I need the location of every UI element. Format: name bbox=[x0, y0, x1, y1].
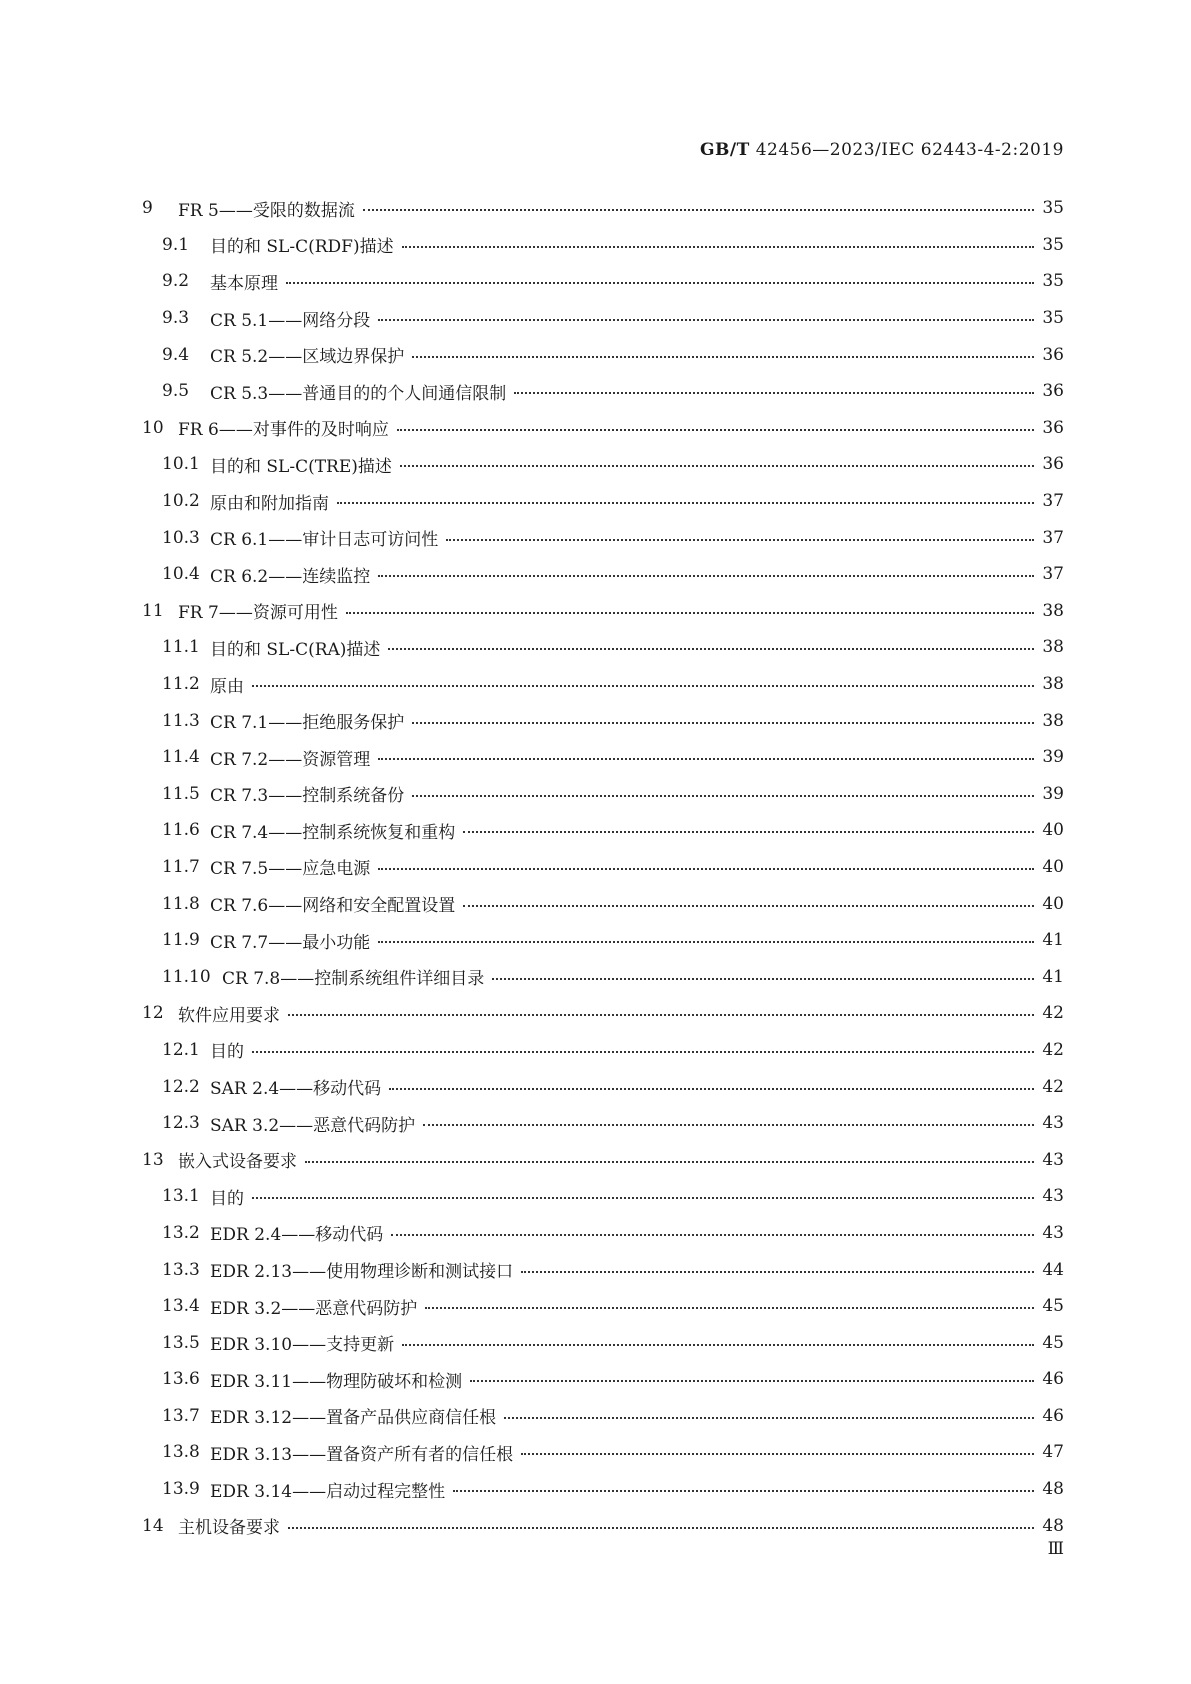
toc-entry-page: 36 bbox=[1042, 381, 1064, 402]
toc-entry-page: 38 bbox=[1042, 710, 1064, 731]
toc-entry[interactable] bbox=[142, 1215, 1064, 1252]
toc-entry-number: 11.10 bbox=[162, 966, 211, 987]
toc-entry-number: 9.3 bbox=[162, 308, 190, 329]
toc-entry[interactable] bbox=[142, 958, 1064, 995]
toc-dot-leader bbox=[286, 282, 1034, 284]
standard-code: GB/T bbox=[700, 140, 750, 160]
toc-dot-leader bbox=[378, 758, 1034, 760]
toc-entry-number: 11.5 bbox=[162, 783, 200, 804]
toc-dot-leader bbox=[423, 1124, 1034, 1126]
toc-entry[interactable] bbox=[142, 739, 1064, 776]
toc-entry[interactable] bbox=[142, 702, 1064, 739]
toc-entry-page: 44 bbox=[1042, 1259, 1064, 1280]
toc-entry-page: 43 bbox=[1042, 1113, 1064, 1134]
toc-entry-title: CR 7.2——资源管理 bbox=[210, 749, 371, 770]
toc-entry-number: 9.1 bbox=[162, 234, 190, 255]
toc-entry-number: 13.8 bbox=[162, 1442, 200, 1463]
toc-dot-leader bbox=[288, 1014, 1034, 1016]
toc-entry-title: SAR 2.4——移动代码 bbox=[210, 1079, 382, 1100]
toc-entry-number: 11.7 bbox=[162, 856, 200, 877]
toc-entry[interactable] bbox=[142, 1178, 1064, 1215]
toc-entry[interactable] bbox=[142, 483, 1064, 520]
toc-entry-number: 12 bbox=[142, 1003, 164, 1024]
toc-entry[interactable] bbox=[142, 629, 1064, 666]
toc-entry-title: CR 7.8——控制系统组件详细目录 bbox=[222, 969, 485, 990]
toc-entry-number: 13 bbox=[142, 1149, 164, 1170]
toc-entry-title: 原由 bbox=[210, 676, 244, 697]
toc-dot-leader bbox=[389, 1088, 1034, 1090]
toc-entry-title: 嵌入式设备要求 bbox=[178, 1152, 297, 1173]
toc-entry-number: 13.3 bbox=[162, 1259, 200, 1280]
toc-entry-title: 目的和 SL-C(RDF)描述 bbox=[210, 237, 394, 258]
toc-dot-leader bbox=[514, 392, 1034, 394]
toc-dot-leader bbox=[521, 1271, 1034, 1273]
toc-dot-leader bbox=[252, 685, 1034, 687]
toc-dot-leader bbox=[288, 1527, 1034, 1529]
toc-entry-number: 13.2 bbox=[162, 1222, 200, 1243]
toc-entry-title: CR 7.4——控制系统恢复和重构 bbox=[210, 822, 456, 843]
toc-dot-leader bbox=[453, 1490, 1034, 1492]
toc-entry[interactable] bbox=[142, 1434, 1064, 1471]
toc-entry-page: 37 bbox=[1042, 564, 1064, 585]
toc-entry[interactable] bbox=[142, 666, 1064, 703]
toc-entry-title: 目的和 SL-C(RA)描述 bbox=[210, 639, 381, 660]
toc-entry-page: 35 bbox=[1042, 271, 1064, 292]
toc-entry[interactable] bbox=[142, 1361, 1064, 1398]
toc-dot-leader bbox=[337, 502, 1034, 504]
toc-entry-number: 11.3 bbox=[162, 710, 200, 731]
toc-entry-number: 13.9 bbox=[162, 1479, 200, 1500]
toc-entry-page: 38 bbox=[1042, 674, 1064, 695]
toc-entry-page: 37 bbox=[1042, 491, 1064, 512]
toc-entry[interactable] bbox=[142, 1105, 1064, 1142]
toc-entry-title: CR 6.2——连续监控 bbox=[210, 566, 371, 587]
toc-entry-number: 12.3 bbox=[162, 1113, 200, 1134]
toc-entry[interactable] bbox=[142, 556, 1064, 593]
toc-entry-page: 40 bbox=[1042, 856, 1064, 877]
toc-entry-page: 35 bbox=[1042, 234, 1064, 255]
toc-dot-leader bbox=[397, 429, 1034, 431]
toc-entry-number: 13.7 bbox=[162, 1405, 200, 1426]
toc-entry-title: 软件应用要求 bbox=[178, 1005, 280, 1026]
toc-dot-leader bbox=[504, 1417, 1034, 1419]
toc-entry-number: 10.2 bbox=[162, 491, 200, 512]
toc-dot-leader bbox=[378, 319, 1034, 321]
toc-entry-page: 41 bbox=[1042, 930, 1064, 951]
toc-entry-page: 38 bbox=[1042, 600, 1064, 621]
toc-entry-number: 13.4 bbox=[162, 1296, 200, 1317]
toc-entry[interactable] bbox=[142, 922, 1064, 959]
toc-dot-leader bbox=[378, 575, 1034, 577]
toc-dot-leader bbox=[391, 1234, 1034, 1236]
toc-dot-leader bbox=[305, 1161, 1034, 1163]
toc-dot-leader bbox=[412, 722, 1034, 724]
toc-entry-title: CR 7.7——最小功能 bbox=[210, 932, 371, 953]
toc-entry-title: CR 5.1——网络分段 bbox=[210, 310, 371, 331]
toc-entry-title: EDR 3.13——置备资产所有者的信任根 bbox=[210, 1444, 514, 1465]
toc-dot-leader bbox=[470, 1380, 1034, 1382]
toc-dot-leader bbox=[400, 465, 1034, 467]
toc-dot-leader bbox=[402, 246, 1034, 248]
toc-entry[interactable] bbox=[142, 190, 1064, 227]
toc-entry-title: FR 5——受限的数据流 bbox=[178, 200, 355, 221]
toc-entry-page: 38 bbox=[1042, 637, 1064, 658]
toc-entry-title: 目的 bbox=[210, 1188, 244, 1209]
toc-entry-number: 11.1 bbox=[162, 637, 200, 658]
standard-number: 42456—2023/IEC 62443-4-2:2019 bbox=[755, 140, 1064, 160]
toc-entry-title: 原由和附加指南 bbox=[210, 493, 329, 514]
toc-dot-leader bbox=[521, 1453, 1034, 1455]
toc-entry-page: 46 bbox=[1042, 1369, 1064, 1390]
toc-entry-title: CR 6.1——审计日志可访问性 bbox=[210, 530, 439, 551]
toc-entry[interactable] bbox=[142, 1032, 1064, 1069]
toc-dot-leader bbox=[412, 795, 1034, 797]
toc-entry[interactable] bbox=[142, 1251, 1064, 1288]
toc-entry-page: 41 bbox=[1042, 966, 1064, 987]
toc-entry-page: 48 bbox=[1042, 1479, 1064, 1500]
toc-entry[interactable] bbox=[142, 227, 1064, 264]
toc-entry-title: SAR 3.2——恶意代码防护 bbox=[210, 1115, 416, 1136]
toc-dot-leader bbox=[346, 612, 1034, 614]
toc-entry-number: 10.1 bbox=[162, 454, 200, 475]
toc-entry-title: EDR 3.11——物理防破坏和检测 bbox=[210, 1371, 463, 1392]
toc-dot-leader bbox=[492, 978, 1034, 980]
toc-entry-number: 12.1 bbox=[162, 1039, 200, 1060]
toc-entry-page: 48 bbox=[1042, 1515, 1064, 1536]
toc-entry-page: 39 bbox=[1042, 747, 1064, 768]
toc-entry[interactable] bbox=[142, 336, 1064, 373]
toc-dot-leader bbox=[252, 1051, 1034, 1053]
toc-dot-leader bbox=[463, 905, 1034, 907]
toc-entry-number: 9.5 bbox=[162, 381, 190, 402]
toc-entry-title: EDR 2.4——移动代码 bbox=[210, 1225, 384, 1246]
toc-entry[interactable] bbox=[142, 776, 1064, 813]
toc-entry-number: 13.5 bbox=[162, 1332, 200, 1353]
toc-dot-leader bbox=[388, 648, 1034, 650]
toc-entry-title: CR 5.3——普通目的的个人间通信限制 bbox=[210, 383, 507, 404]
toc-dot-leader bbox=[412, 356, 1034, 358]
toc-entry-number: 10.4 bbox=[162, 564, 200, 585]
toc-entry-number: 14 bbox=[142, 1515, 164, 1536]
toc-entry-number: 11 bbox=[142, 600, 164, 621]
toc-entry-number: 11.9 bbox=[162, 930, 200, 951]
toc-entry-number: 11.6 bbox=[162, 820, 200, 841]
toc-entry-page: 40 bbox=[1042, 820, 1064, 841]
toc-entry-number: 13.6 bbox=[162, 1369, 200, 1390]
toc-entry-title: 目的和 SL-C(TRE)描述 bbox=[210, 456, 392, 477]
toc-entry[interactable] bbox=[142, 373, 1064, 410]
toc-dot-leader bbox=[252, 1197, 1034, 1199]
toc-entry[interactable] bbox=[142, 995, 1064, 1032]
toc-entry[interactable] bbox=[142, 446, 1064, 483]
toc-entry-title: 主机设备要求 bbox=[178, 1518, 280, 1539]
toc-entry-page: 36 bbox=[1042, 454, 1064, 475]
toc-entry[interactable] bbox=[142, 1141, 1064, 1178]
toc-entry-title: EDR 3.10——支持更新 bbox=[210, 1335, 395, 1356]
toc-entry-page: 45 bbox=[1042, 1296, 1064, 1317]
toc-entry-page: 47 bbox=[1042, 1442, 1064, 1463]
toc-entry[interactable] bbox=[142, 1288, 1064, 1325]
toc-entry-page: 35 bbox=[1042, 308, 1064, 329]
toc-entry[interactable] bbox=[142, 1068, 1064, 1105]
page-header bbox=[700, 140, 1064, 160]
toc-entry-number: 11.2 bbox=[162, 674, 200, 695]
toc-entry-number: 9 bbox=[142, 198, 153, 219]
toc-entry[interactable] bbox=[142, 410, 1064, 447]
toc-entry-title: 目的 bbox=[210, 1042, 244, 1063]
toc-entry-title: FR 6——对事件的及时响应 bbox=[178, 420, 389, 441]
toc-entry-page: 36 bbox=[1042, 344, 1064, 365]
toc-entry[interactable] bbox=[142, 1507, 1064, 1544]
toc-entry-title: CR 5.2——区域边界保护 bbox=[210, 347, 405, 368]
toc-entry-title: EDR 2.13——使用物理诊断和测试接口 bbox=[210, 1262, 514, 1283]
toc-entry[interactable] bbox=[142, 812, 1064, 849]
toc-entry-title: 基本原理 bbox=[210, 273, 278, 294]
toc-entry-title: CR 7.5——应急电源 bbox=[210, 859, 371, 880]
toc-entry-title: CR 7.6——网络和安全配置设置 bbox=[210, 896, 456, 917]
toc-entry-title: CR 7.1——拒绝服务保护 bbox=[210, 713, 405, 734]
toc-entry-number: 9.4 bbox=[162, 344, 190, 365]
toc-entry[interactable] bbox=[142, 300, 1064, 337]
toc-entry-page: 43 bbox=[1042, 1222, 1064, 1243]
toc-entry-page: 40 bbox=[1042, 893, 1064, 914]
toc-entry-number: 10 bbox=[142, 417, 164, 438]
toc-entry[interactable] bbox=[142, 849, 1064, 886]
toc-dot-leader bbox=[363, 209, 1034, 211]
toc-entry[interactable] bbox=[142, 1471, 1064, 1508]
toc-dot-leader bbox=[402, 1344, 1034, 1346]
toc-entry-page: 46 bbox=[1042, 1405, 1064, 1426]
toc-entry-page: 42 bbox=[1042, 1076, 1064, 1097]
page-number: Ⅲ bbox=[1047, 1539, 1064, 1559]
toc-entry-page: 43 bbox=[1042, 1186, 1064, 1207]
toc-entry-title: EDR 3.14——启动过程完整性 bbox=[210, 1481, 446, 1502]
toc-dot-leader bbox=[446, 539, 1034, 541]
toc-entry[interactable] bbox=[142, 263, 1064, 300]
toc-entry-page: 37 bbox=[1042, 527, 1064, 548]
toc-entry-page: 42 bbox=[1042, 1039, 1064, 1060]
toc-entry-number: 13.1 bbox=[162, 1186, 200, 1207]
table-of-contents bbox=[142, 190, 1064, 1544]
toc-entry-number: 11.4 bbox=[162, 747, 200, 768]
toc-entry-page: 39 bbox=[1042, 783, 1064, 804]
toc-entry[interactable] bbox=[142, 1324, 1064, 1361]
toc-entry[interactable] bbox=[142, 593, 1064, 630]
toc-entry-title: FR 7——资源可用性 bbox=[178, 603, 338, 624]
toc-entry-page: 45 bbox=[1042, 1332, 1064, 1353]
toc-entry-page: 36 bbox=[1042, 417, 1064, 438]
toc-entry[interactable] bbox=[142, 1398, 1064, 1435]
toc-entry-page: 42 bbox=[1042, 1003, 1064, 1024]
toc-dot-leader bbox=[425, 1307, 1034, 1309]
toc-dot-leader bbox=[463, 831, 1034, 833]
toc-entry-number: 9.2 bbox=[162, 271, 190, 292]
toc-entry-title: EDR 3.12——置备产品供应商信任根 bbox=[210, 1408, 497, 1429]
toc-entry[interactable] bbox=[142, 885, 1064, 922]
toc-entry-title: EDR 3.2——恶意代码防护 bbox=[210, 1298, 418, 1319]
toc-entry-number: 12.2 bbox=[162, 1076, 200, 1097]
toc-dot-leader bbox=[378, 868, 1034, 870]
toc-entry-page: 35 bbox=[1042, 198, 1064, 219]
toc-dot-leader bbox=[378, 941, 1034, 943]
toc-entry-number: 10.3 bbox=[162, 527, 200, 548]
toc-entry[interactable] bbox=[142, 519, 1064, 556]
toc-entry-title: CR 7.3——控制系统备份 bbox=[210, 786, 405, 807]
toc-entry-number: 11.8 bbox=[162, 893, 200, 914]
toc-entry-page: 43 bbox=[1042, 1149, 1064, 1170]
